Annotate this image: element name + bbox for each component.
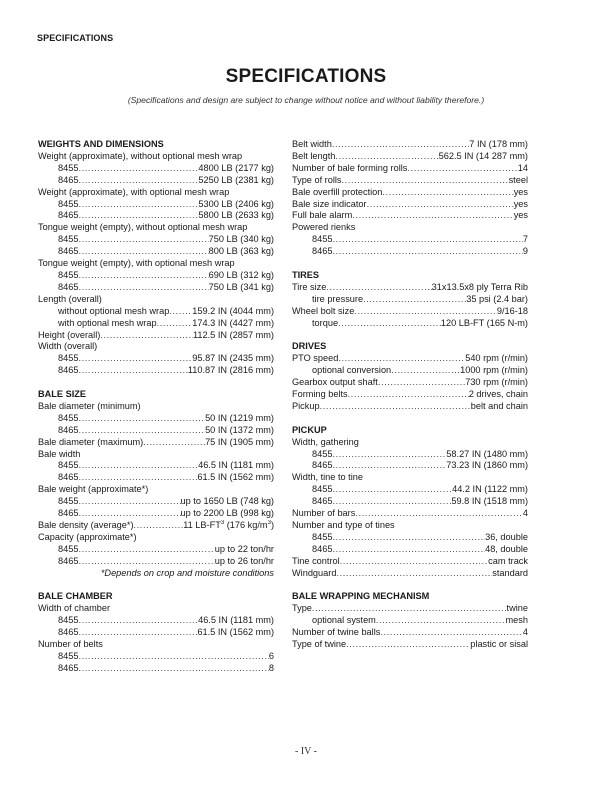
superscript: 3 — [267, 519, 271, 526]
leader-dots — [320, 401, 471, 413]
leader-dots — [367, 199, 514, 211]
spec-value: 35 psi (2.4 bar) — [466, 293, 528, 304]
spec-value: 8 — [268, 662, 274, 673]
spec-model: 8455 — [58, 353, 79, 364]
leader-dots — [378, 377, 465, 389]
spec-label: Number of bale forming rolls — [292, 162, 408, 173]
leader-dots — [78, 210, 198, 222]
section-weights-dimensions — [38, 139, 274, 377]
leader-dots — [336, 568, 492, 580]
spec-row — [38, 353, 274, 365]
spec-model: 8455 — [58, 412, 79, 423]
spec-value: 540 rpm (r/min) — [465, 353, 528, 364]
spec-row — [292, 627, 528, 639]
leader-dots — [376, 615, 506, 627]
leader-dots — [78, 615, 198, 627]
spec-row — [292, 556, 528, 568]
spec-model: 8455 — [58, 496, 79, 507]
leader-dots — [78, 246, 208, 258]
leader-dots — [78, 496, 180, 508]
spec-row — [292, 460, 528, 472]
leader-dots — [332, 460, 446, 472]
spec-value: 5250 LB (2381 kg) — [198, 174, 274, 185]
running-head: SPECIFICATIONS — [37, 33, 114, 43]
leader-dots — [332, 449, 446, 461]
spec-row — [292, 401, 528, 413]
leader-dots — [332, 496, 451, 508]
leader-dots — [348, 389, 469, 401]
spec-model: 8455 — [58, 650, 79, 661]
spec-value: 1000 rpm (r/min) — [460, 365, 528, 376]
spec-label: Bale weight (approximate*) — [38, 484, 149, 495]
spec-value: steel — [508, 174, 528, 185]
spec-label: Gearbox output shaft — [292, 377, 378, 388]
spec-row — [292, 163, 528, 175]
spec-value: 59.8 IN (1518 mm) — [451, 496, 528, 507]
spec-model: 8465 — [58, 210, 79, 221]
section-title: TIRES — [292, 269, 320, 280]
spec-value: twine — [506, 603, 528, 614]
spec-row — [292, 151, 528, 163]
spec-label: Height (overall) — [38, 329, 101, 340]
leader-dots — [78, 460, 198, 472]
spec-value: 5800 LB (2633 kg) — [198, 210, 274, 221]
spec-label: optional conversion — [312, 365, 392, 376]
leader-dots — [335, 151, 438, 163]
spec-row — [292, 389, 528, 401]
spec-value: plastic or sisal — [470, 639, 528, 649]
leader-dots — [78, 365, 187, 377]
spec-row — [292, 199, 528, 211]
spec-value: 6 — [268, 650, 274, 661]
spec-row — [292, 187, 528, 199]
spec-row — [38, 365, 274, 377]
spec-row — [38, 460, 274, 472]
spec-label: Number of twine balls — [292, 627, 381, 638]
leader-dots — [78, 199, 198, 211]
spec-label: Bale size indicator — [292, 198, 367, 209]
spec-row — [292, 484, 528, 496]
spec-model: 8455 — [58, 198, 79, 209]
density-value-part: 11 LB-FT — [183, 519, 221, 530]
spec-label: Width of chamber — [38, 603, 110, 614]
spec-label: torque — [312, 317, 339, 328]
spec-row — [38, 199, 274, 211]
spec-label: Tongue weight (empty), without optional mesh wrap — [38, 222, 248, 233]
spec-model: 8465 — [58, 281, 79, 292]
spec-row — [292, 365, 528, 377]
spec-value: 73.23 IN (1860 mm) — [446, 460, 528, 471]
spec-row — [38, 234, 274, 246]
leader-dots — [332, 484, 452, 496]
page-number: - IV - — [294, 746, 318, 757]
leader-dots — [332, 544, 485, 556]
leader-dots — [78, 627, 197, 639]
section-title: DRIVES — [292, 341, 327, 352]
spec-value: 14 — [517, 162, 528, 173]
density-value-part: ) — [270, 519, 274, 530]
spec-row — [38, 330, 274, 342]
spec-row — [292, 532, 528, 544]
page-subtitle: (Specifications and design are subject to change without notice and without liability therefore.) — [127, 95, 485, 105]
spec-label: optional system — [312, 615, 376, 626]
spec-row — [38, 306, 274, 318]
spec-value: 800 LB (363 kg) — [208, 246, 274, 257]
spec-row — [38, 246, 274, 258]
section-bale-size — [38, 389, 274, 580]
spec-value: yes — [513, 186, 528, 197]
spec-value: 690 LB (312 kg) — [208, 269, 274, 280]
leader-dots — [407, 163, 517, 175]
spec-model: 8455 — [312, 531, 333, 542]
leader-dots — [78, 508, 180, 520]
leader-dots — [143, 437, 205, 449]
right-column — [292, 139, 528, 663]
leader-dots — [157, 318, 193, 330]
leader-dots — [340, 556, 489, 568]
spec-label: Bale density (average*) — [38, 519, 134, 530]
spec-label: Number of bars — [292, 508, 356, 519]
spec-row — [38, 627, 274, 639]
leader-dots — [332, 234, 522, 246]
section-bale-wrapping — [292, 591, 528, 651]
spec-value: 4800 LB (2177 kg) — [198, 162, 274, 173]
spec-model: 8465 — [58, 365, 79, 376]
spec-row — [292, 234, 528, 246]
spec-label: Width, gathering — [292, 436, 359, 447]
leader-dots — [78, 282, 208, 294]
section-title: BALE CHAMBER — [38, 591, 113, 602]
spec-row — [38, 163, 274, 175]
spec-row — [292, 496, 528, 508]
spec-label: Pickup — [292, 400, 320, 411]
spec-label: Width (overall) — [38, 341, 98, 352]
spec-row — [38, 544, 274, 556]
leader-dots — [380, 627, 523, 639]
spec-model: 8465 — [58, 246, 79, 257]
spec-model: 8465 — [58, 662, 79, 673]
spec-model: 8465 — [58, 555, 79, 566]
spec-value: yes — [513, 198, 528, 209]
spec-row — [38, 413, 274, 425]
spec-row — [38, 282, 274, 294]
spec-value: 4 — [522, 508, 528, 519]
spec-label: Number and type of tines — [292, 519, 395, 530]
spec-label: tire pressure — [312, 293, 364, 304]
leader-dots — [169, 306, 192, 318]
left-column — [38, 139, 274, 687]
spec-model: 8455 — [58, 162, 79, 173]
spec-model: 8465 — [58, 508, 79, 519]
spec-value: 750 LB (341 kg) — [208, 281, 274, 292]
spec-model: 8465 — [312, 246, 333, 257]
spec-label: Bale overfill protection — [292, 186, 383, 197]
leader-dots — [354, 306, 497, 318]
spec-value: 36, double — [485, 531, 528, 542]
spec-row — [292, 175, 528, 187]
spec-label: Weight (approximate), with optional mesh wrap — [38, 186, 230, 197]
spec-row — [38, 318, 274, 330]
spec-row — [38, 651, 274, 663]
spec-model: with optional mesh wrap — [58, 317, 157, 328]
leader-dots — [326, 282, 431, 294]
spec-row — [38, 437, 274, 449]
spec-label: Type of rolls — [292, 174, 342, 185]
spec-value: 112.5 IN (2857 mm) — [192, 329, 274, 340]
spec-model: 8455 — [58, 234, 79, 245]
spec-value: up to 2200 LB (998 kg) — [180, 508, 274, 519]
spec-row — [38, 615, 274, 627]
spec-value: 5300 LB (2406 kg) — [198, 198, 274, 209]
spec-label: Full bale alarm — [292, 210, 353, 221]
spec-value: 9 — [522, 246, 528, 257]
spec-row — [38, 508, 274, 520]
spec-label: Type of twine — [292, 639, 347, 649]
spec-model: 8465 — [58, 424, 79, 435]
spec-model: 8465 — [312, 496, 333, 507]
spec-value: 61.5 IN (1562 mm) — [197, 472, 274, 483]
density-value-part: (176 kg/m — [224, 519, 268, 530]
section-title: PICKUP — [292, 424, 327, 435]
spec-model: 8455 — [58, 543, 79, 554]
spec-value: 7 IN (178 mm) — [469, 139, 528, 149]
spec-model: 8465 — [58, 174, 79, 185]
spec-value: 58.27 IN (1480 mm) — [446, 448, 528, 459]
spec-value — [183, 520, 274, 532]
spec-row — [38, 556, 274, 568]
spec-label: Bale width — [38, 448, 81, 459]
spec-row — [38, 425, 274, 437]
spec-row — [292, 353, 528, 365]
spec-value: 31x13.5x8 ply Terra Rib — [431, 281, 528, 292]
spec-value: 174.3 IN (4427 mm) — [192, 317, 274, 328]
spec-row — [292, 377, 528, 389]
spec-value: 562.5 IN (14 287 mm) — [438, 150, 528, 161]
spec-row — [38, 472, 274, 484]
spec-model: 8455 — [58, 615, 79, 626]
spec-value: up to 22 ton/hr — [214, 543, 274, 554]
spec-value: 75 IN (1905 mm) — [205, 436, 274, 447]
leader-dots — [100, 330, 193, 342]
spec-row — [292, 294, 528, 306]
superscript: 3 — [220, 519, 225, 526]
leader-dots — [78, 472, 197, 484]
spec-label: Capacity (approximate*) — [38, 531, 137, 542]
spec-row — [38, 520, 274, 532]
leader-dots — [134, 520, 184, 532]
spec-label: Number of belts — [38, 639, 103, 650]
spec-label: Windguard — [292, 567, 337, 578]
spec-value: 46.5 IN (1181 mm) — [198, 460, 274, 471]
leader-dots — [78, 663, 268, 675]
spec-label: Weight (approximate), without optional mesh wrap — [38, 150, 243, 161]
section-drives — [292, 341, 528, 412]
spec-row — [292, 139, 528, 151]
spec-label: Bale diameter (maximum) — [38, 436, 144, 447]
spec-value: 750 LB (340 kg) — [208, 234, 274, 245]
leader-dots — [78, 413, 205, 425]
section-title: BALE WRAPPING MECHANISM — [292, 591, 430, 602]
leader-dots — [391, 365, 460, 377]
section-title: BALE SIZE — [38, 389, 86, 400]
spec-model: 8465 — [312, 543, 333, 554]
spec-label: Forming belts — [292, 389, 348, 399]
spec-label: Tongue weight (empty), with optional mesh wrap — [38, 258, 235, 269]
spec-model: 8465 — [58, 627, 79, 638]
spec-value: 50 IN (1219 mm) — [205, 412, 274, 423]
spec-model: 8455 — [312, 484, 333, 495]
leader-dots — [355, 508, 523, 520]
spec-row — [38, 210, 274, 222]
leader-dots — [312, 603, 507, 615]
leader-dots — [78, 556, 214, 568]
spec-model: without optional mesh wrap — [58, 305, 170, 316]
spec-value: up to 26 ton/hr — [214, 555, 274, 566]
leader-dots — [352, 210, 513, 222]
spec-model: 8455 — [58, 269, 79, 280]
spec-label: Length (overall) — [38, 293, 102, 304]
spec-value: cam track — [488, 555, 528, 566]
leader-dots — [346, 639, 470, 651]
spec-label: Width, tine to tine — [292, 472, 363, 483]
spec-value: mesh — [505, 615, 528, 626]
leader-dots — [78, 544, 214, 556]
spec-row — [292, 603, 528, 615]
spec-value: 120 LB-FT (165 N-m) — [440, 317, 528, 328]
spec-label: Tine control — [292, 555, 340, 566]
leader-dots — [332, 246, 522, 258]
spec-row — [292, 508, 528, 520]
spec-row — [292, 210, 528, 222]
spec-row — [292, 615, 528, 627]
spec-label: Tire size — [292, 281, 327, 292]
spec-model: 8455 — [312, 234, 333, 245]
spec-value: 7 — [522, 234, 528, 245]
spec-value: belt and chain — [470, 400, 528, 411]
spec-label: Type — [292, 603, 312, 614]
spec-value: 48, double — [485, 543, 528, 554]
spec-label: Powered rienks — [292, 222, 356, 233]
spec-value: 159.2 IN (4044 mm) — [192, 305, 274, 316]
spec-row — [292, 449, 528, 461]
spec-value: standard — [492, 567, 528, 578]
spec-label: Wheel bolt size — [292, 305, 355, 316]
spec-value: 95.87 IN (2435 mm) — [192, 353, 274, 364]
spec-model: 8465 — [312, 460, 333, 471]
section-chamber-continued — [292, 139, 528, 258]
leader-dots — [78, 163, 198, 175]
spec-row — [292, 282, 528, 294]
spec-row — [38, 663, 274, 675]
spec-value: 61.5 IN (1562 mm) — [197, 627, 274, 638]
leader-dots — [78, 651, 268, 663]
section-tires — [292, 270, 528, 330]
spec-value: 44.2 IN (1122 mm) — [452, 484, 528, 495]
leader-dots — [332, 139, 469, 151]
spec-row — [38, 175, 274, 187]
leader-dots — [78, 353, 192, 365]
section-bale-chamber — [38, 591, 274, 674]
leader-dots — [338, 318, 441, 330]
leader-dots — [78, 175, 198, 187]
section-pickup — [292, 425, 528, 580]
spec-value: yes — [513, 210, 528, 221]
spec-value: 50 IN (1372 mm) — [205, 424, 274, 435]
spec-label: PTO speed — [292, 353, 339, 364]
spec-row — [292, 568, 528, 580]
page-title: SPECIFICATIONS — [225, 66, 387, 87]
spec-row — [292, 544, 528, 556]
spec-label: Bale diameter (minimum) — [38, 400, 141, 411]
spec-model: 8455 — [58, 460, 79, 471]
spec-value: 2 drives, chain — [468, 389, 528, 399]
spec-row — [292, 306, 528, 318]
leader-dots — [363, 294, 466, 306]
spec-model: 8465 — [58, 472, 79, 483]
leader-dots — [338, 353, 465, 365]
spec-value: 9/16-18 — [496, 305, 528, 316]
leader-dots — [342, 175, 509, 187]
spec-row — [38, 270, 274, 282]
spec-value: 46.5 IN (1181 mm) — [198, 615, 274, 626]
spec-row — [38, 496, 274, 508]
spec-label: Belt length — [292, 150, 336, 161]
leader-dots — [78, 270, 208, 282]
section-title: WEIGHTS AND DIMENSIONS — [38, 139, 164, 149]
leader-dots — [78, 425, 205, 437]
spec-value: 4 — [522, 627, 528, 638]
spec-row — [292, 246, 528, 258]
spec-value: 110.87 IN (2816 mm) — [187, 365, 274, 376]
leader-dots — [78, 234, 208, 246]
spec-value: 730 rpm (r/min) — [465, 377, 528, 388]
leader-dots — [382, 187, 513, 199]
footnote: *Depends on crop and moisture conditions — [100, 567, 274, 578]
spec-value: up to 1650 LB (748 kg) — [180, 496, 274, 507]
spec-row — [292, 639, 528, 651]
spec-label: Belt width — [292, 139, 332, 149]
spec-model: 8455 — [312, 448, 333, 459]
spec-row — [292, 318, 528, 330]
leader-dots — [332, 532, 485, 544]
